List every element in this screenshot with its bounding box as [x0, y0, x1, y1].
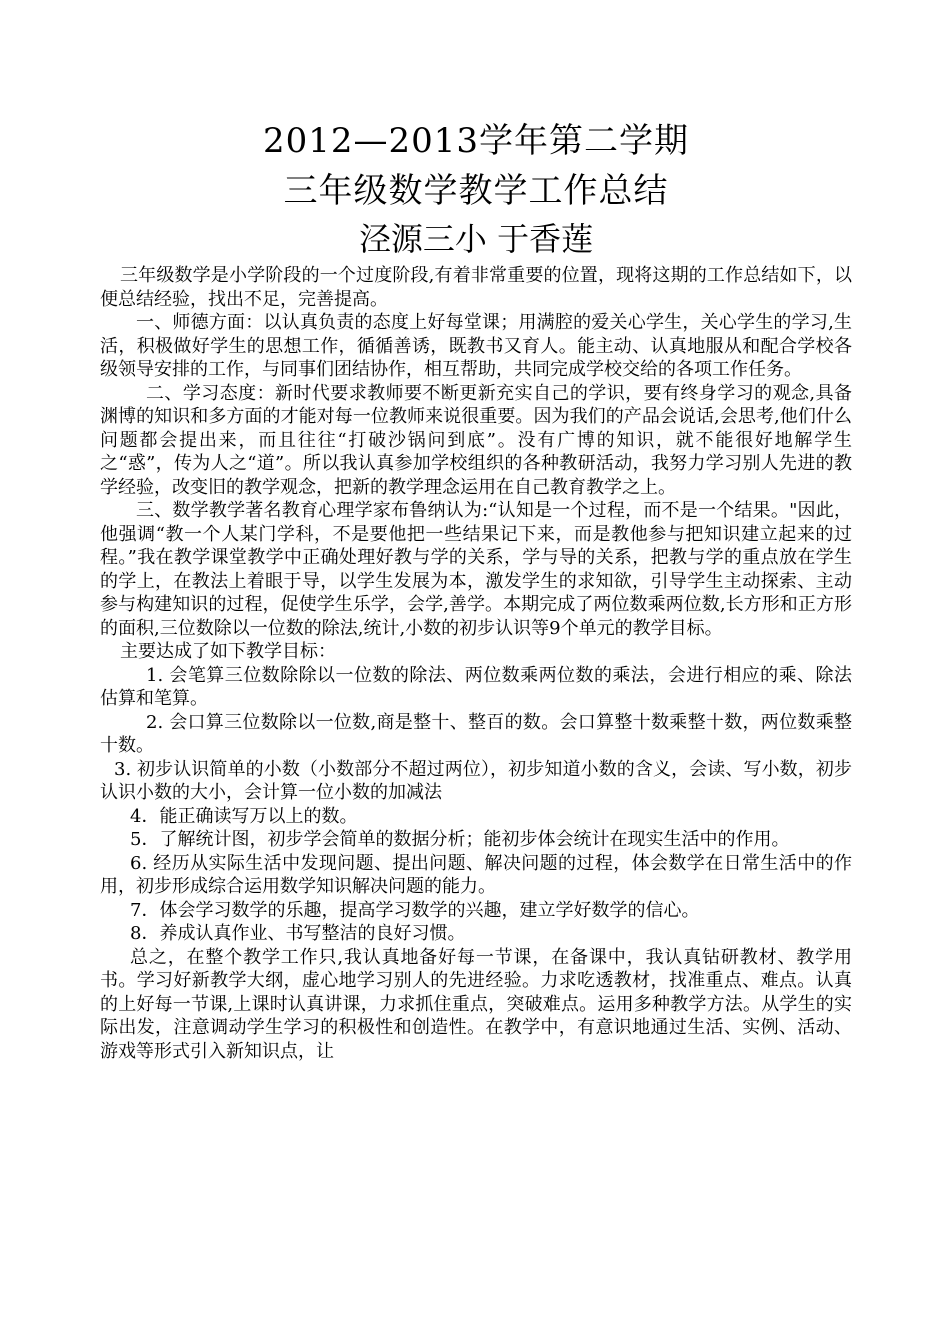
goal-item-1: 1. 会笔算三位数除除以一位数的除法、两位数乘两位数的乘法，会进行相应的乘、除法估算和笔算。 — [100, 664, 852, 709]
paragraph-ethics: 一、师德方面：以认真负责的态度上好每堂课；用满腔的爱关心学生，关心学生的学习,生活，积极做好学生的思想工作，循循善诱，既教书又育人。能主动、认真地服从和配合学校各级领导安排的工作，与同事们团结协作，相互帮助，共同完成学校交给的各项工作任务。 — [100, 312, 852, 380]
document-page — [100, 116, 852, 1063]
goal-item-7: 7．体会学习数学的乐趣，提高学习数学的兴趣，建立学好数学的信心。 — [130, 899, 700, 921]
paragraph-summary: 总之，在整个教学工作只,我认真地备好每一节课，在备课中，我认真钻研教材、教学用书。学习好新教学大纲，虚心地学习别人的先进经验。力求吃透教材，找准重点、难点。认真的上好每一节课,上课时认真讲课，力求抓住重点，突破难点。运用多种教学方法。从学生的实际出发，注意调动学生学习的积极性和创造性。在教学中，有意识地通过生活、实例、活动、游戏等形式引入新知识点，让 — [100, 946, 852, 1062]
paragraph-intro: 三年级数学是小学阶段的一个过度阶段,有着非常重要的位置，现将这期的工作总结如下，以便总结经验，找出不足，完善提高。 — [100, 265, 852, 310]
document-title-line1: 2012—2013学年第二学期 — [262, 121, 690, 161]
paragraph-study-attitude: 二、学习态度：新时代要求教师要不断更新充实自己的学识，要有终身学习的观念,具备渊博的知识和多方面的才能对每一位教师来说很重要。因为我们的产品会说话,会思考,他们什么问题都会提出来，而且往往“打破沙锅问到底”。没有广博的知识，就不能很好地解学生之“惑”，传为人之“道”。所以我认真参加学校组织的各种教研活动，我努力学习别人先进的教学经验，改变旧的教学观念，把新的教学理念运用在自己教育教学之上。 — [100, 382, 852, 498]
goal-item-3: 3. 初步认识简单的小数（小数部分不超过两位），初步知道小数的含义，会读、写小数，初步认识小数的大小，会计算一位小数的加减法 — [100, 758, 852, 803]
paragraph-goals-heading: 主要达成了如下教学目标： — [120, 641, 336, 662]
goal-item-2: 2. 会口算三位数除以一位数,商是整十、整百的数。会口算整十数乘整十数，两位数乘整十数。 — [100, 711, 852, 756]
goal-item-5: 5．了解统计图，初步学会简单的数据分析；能初步体会统计在现实生活中的作用。 — [130, 829, 790, 850]
goal-item-8: 8．养成认真作业、书写整洁的良好习惯。 — [130, 923, 466, 944]
document-title-line2: 三年级数学教学工作总结 — [283, 171, 669, 211]
goal-item-4: 4．能正确读写万以上的数。 — [130, 805, 358, 827]
document-author: 泾源三小 于香莲 — [358, 220, 594, 258]
paragraph-math-teaching: 三、数学教学著名教育心理学家布鲁纳认为:“认知是一个过程，而不是一个结果。"因此，他强调“教一个人某门学科，不是要他把一些结果记下来，而是教他参与把知识建立起来的过程。”我在教学课堂教学中正确处理好教与学的关系，学与导的关系，把教与学的重点放在学生的学上，在教法上着眼于导，以学生发展为本，激发学生的求知欲，引导学生主动探索、主动参与构建知识的过程，促使学生乐学，会学,善学。本期完成了两位数乘两位数,长方形和正方形的面积,三位数除以一位数的除法,统计,小数的初步认识等9个单元的教学目标。 — [100, 500, 852, 639]
goal-item-6: 6. 经历从实际生活中发现问题、提出问题、解决问题的过程，体会数学在日常生活中的作用，初步形成综合运用数学知识解决问题的能力。 — [100, 852, 852, 897]
